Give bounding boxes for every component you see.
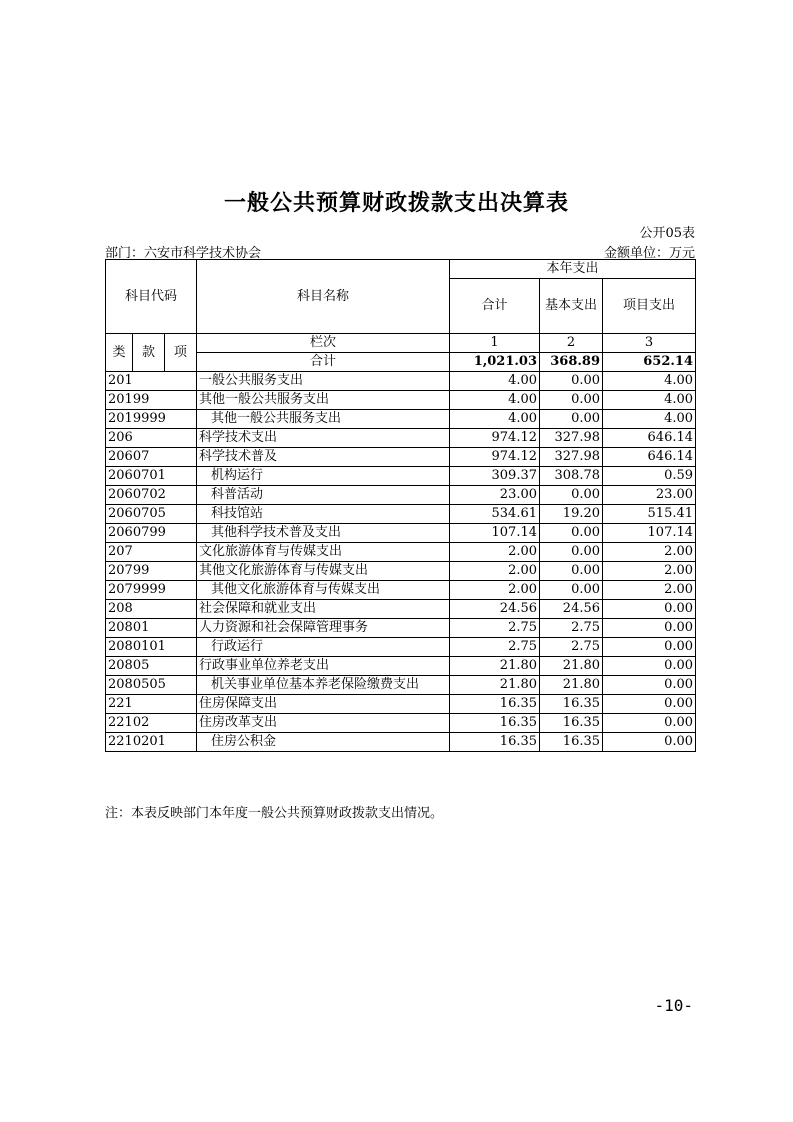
row-name: 住房改革支出	[197, 714, 450, 733]
row-name: 人力资源和社会保障管理事务	[197, 619, 450, 638]
row-total: 24.56	[450, 600, 540, 619]
row-name: 社会保障和就业支出	[197, 600, 450, 619]
department-label: 部门：六安市科学技术协会	[105, 246, 262, 261]
row-basic: 0.00	[540, 410, 603, 429]
row-total: 4.00	[450, 372, 540, 391]
row-code: 201	[106, 372, 197, 391]
row-basic: 2.75	[540, 619, 603, 638]
form-number: 公开05表	[639, 226, 695, 241]
row-basic: 0.00	[540, 543, 603, 562]
row-total: 974.12	[450, 429, 540, 448]
row-code: 20805	[106, 657, 197, 676]
row-total: 2.00	[450, 581, 540, 600]
row-project: 646.14	[603, 429, 696, 448]
header-column-order: 栏次	[197, 334, 450, 353]
row-code: 207	[106, 543, 197, 562]
table-row	[106, 581, 696, 600]
table-row	[106, 372, 696, 391]
row-project: 0.00	[603, 695, 696, 714]
row-total: 16.35	[450, 733, 540, 752]
row-project: 2.00	[603, 562, 696, 581]
row-basic: 0.00	[540, 524, 603, 543]
row-basic: 0.00	[540, 372, 603, 391]
row-name: 一般公共服务支出	[197, 372, 450, 391]
row-project: 4.00	[603, 410, 696, 429]
header-section: 款	[133, 334, 165, 372]
header-row-1	[106, 260, 696, 279]
row-basic: 0.00	[540, 486, 603, 505]
row-code: 2019999	[106, 410, 197, 429]
table-row	[106, 505, 696, 524]
row-project: 646.14	[603, 448, 696, 467]
row-project: 0.00	[603, 600, 696, 619]
row-basic: 308.78	[540, 467, 603, 486]
row-code: 20801	[106, 619, 197, 638]
row-name: 机关事业单位基本养老保险缴费支出	[197, 676, 450, 695]
table-row	[106, 562, 696, 581]
row-name: 机构运行	[197, 467, 450, 486]
row-total: 107.14	[450, 524, 540, 543]
page-number: -10-	[654, 996, 693, 1015]
row-basic: 0.00	[540, 581, 603, 600]
header-basic: 基本支出	[540, 279, 603, 334]
row-code: 22102	[106, 714, 197, 733]
row-project: 2.00	[603, 581, 696, 600]
table-row	[106, 524, 696, 543]
header-class: 类	[106, 334, 133, 372]
row-total: 16.35	[450, 695, 540, 714]
row-total: 2.75	[450, 619, 540, 638]
table-row	[106, 486, 696, 505]
row-code: 2060701	[106, 467, 197, 486]
row-name: 科学技术普及	[197, 448, 450, 467]
row-total: 4.00	[450, 410, 540, 429]
row-name: 科技馆站	[197, 505, 450, 524]
row-project: 0.59	[603, 467, 696, 486]
totals-total: 1,021.03	[450, 353, 540, 372]
row-total: 309.37	[450, 467, 540, 486]
table-row	[106, 733, 696, 752]
table-row	[106, 619, 696, 638]
row-code: 2060799	[106, 524, 197, 543]
amount-unit-label: 金额单位：万元	[603, 246, 695, 261]
row-project: 0.00	[603, 657, 696, 676]
row-code: 2079999	[106, 581, 197, 600]
row-project: 107.14	[603, 524, 696, 543]
expense-table	[105, 259, 696, 752]
row-basic: 327.98	[540, 429, 603, 448]
row-code: 2060702	[106, 486, 197, 505]
row-name: 科普活动	[197, 486, 450, 505]
row-code: 2080101	[106, 638, 197, 657]
header-project: 项目支出	[603, 279, 696, 334]
row-project: 2.00	[603, 543, 696, 562]
row-name: 住房保障支出	[197, 695, 450, 714]
table-row	[106, 410, 696, 429]
row-total: 2.00	[450, 562, 540, 581]
row-project: 23.00	[603, 486, 696, 505]
row-code: 2080505	[106, 676, 197, 695]
table-row	[106, 714, 696, 733]
header-col-2: 2	[540, 334, 603, 353]
header-col-3: 3	[603, 334, 696, 353]
row-total: 21.80	[450, 676, 540, 695]
row-name: 科学技术支出	[197, 429, 450, 448]
row-basic: 16.35	[540, 733, 603, 752]
totals-basic: 368.89	[540, 353, 603, 372]
row-basic: 24.56	[540, 600, 603, 619]
row-project: 0.00	[603, 638, 696, 657]
header-name: 科目名称	[197, 260, 450, 334]
row-name: 住房公积金	[197, 733, 450, 752]
row-code: 20199	[106, 391, 197, 410]
row-basic: 16.35	[540, 714, 603, 733]
header-col-1: 1	[450, 334, 540, 353]
row-code: 2060705	[106, 505, 197, 524]
table-row	[106, 657, 696, 676]
header-year-expense: 本年支出	[450, 260, 696, 279]
row-project: 0.00	[603, 619, 696, 638]
table-row	[106, 695, 696, 714]
row-name: 文化旅游体育与传媒支出	[197, 543, 450, 562]
row-total: 4.00	[450, 391, 540, 410]
row-basic: 21.80	[540, 676, 603, 695]
row-basic: 2.75	[540, 638, 603, 657]
table-row	[106, 600, 696, 619]
row-basic: 0.00	[540, 391, 603, 410]
table-row	[106, 467, 696, 486]
row-total: 974.12	[450, 448, 540, 467]
row-project: 515.41	[603, 505, 696, 524]
table-row	[106, 543, 696, 562]
row-project: 0.00	[603, 733, 696, 752]
row-basic: 327.98	[540, 448, 603, 467]
row-name: 其他文化旅游体育与传媒支出	[197, 562, 450, 581]
row-code: 20607	[106, 448, 197, 467]
table-row	[106, 391, 696, 410]
row-total: 16.35	[450, 714, 540, 733]
row-project: 0.00	[603, 714, 696, 733]
row-code: 221	[106, 695, 197, 714]
row-code: 206	[106, 429, 197, 448]
table-row	[106, 448, 696, 467]
header-code: 科目代码	[106, 260, 197, 334]
row-name: 行政运行	[197, 638, 450, 657]
row-name: 其他科学技术普及支出	[197, 524, 450, 543]
row-total: 534.61	[450, 505, 540, 524]
header-total: 合计	[450, 279, 540, 334]
table-note: 注：本表反映部门本年度一般公共预算财政拨款支出情况。	[105, 806, 444, 821]
totals-label: 合计	[197, 353, 450, 372]
table-row	[106, 638, 696, 657]
header-row-3	[106, 334, 696, 353]
row-name: 其他文化旅游体育与传媒支出	[197, 581, 450, 600]
row-total: 21.80	[450, 657, 540, 676]
row-basic: 19.20	[540, 505, 603, 524]
row-total: 23.00	[450, 486, 540, 505]
page-title: 一般公共预算财政拨款支出决算表	[223, 190, 569, 216]
row-basic: 0.00	[540, 562, 603, 581]
row-project: 4.00	[603, 391, 696, 410]
row-total: 2.00	[450, 543, 540, 562]
row-code: 208	[106, 600, 197, 619]
totals-project: 652.14	[603, 353, 696, 372]
row-basic: 21.80	[540, 657, 603, 676]
row-total: 2.75	[450, 638, 540, 657]
row-name: 其他一般公共服务支出	[197, 391, 450, 410]
row-code: 20799	[106, 562, 197, 581]
table-row	[106, 676, 696, 695]
row-name: 行政事业单位养老支出	[197, 657, 450, 676]
table-row	[106, 429, 696, 448]
row-basic: 16.35	[540, 695, 603, 714]
row-project: 0.00	[603, 676, 696, 695]
row-name: 其他一般公共服务支出	[197, 410, 450, 429]
row-code: 2210201	[106, 733, 197, 752]
row-project: 4.00	[603, 372, 696, 391]
header-item: 项	[165, 334, 197, 372]
